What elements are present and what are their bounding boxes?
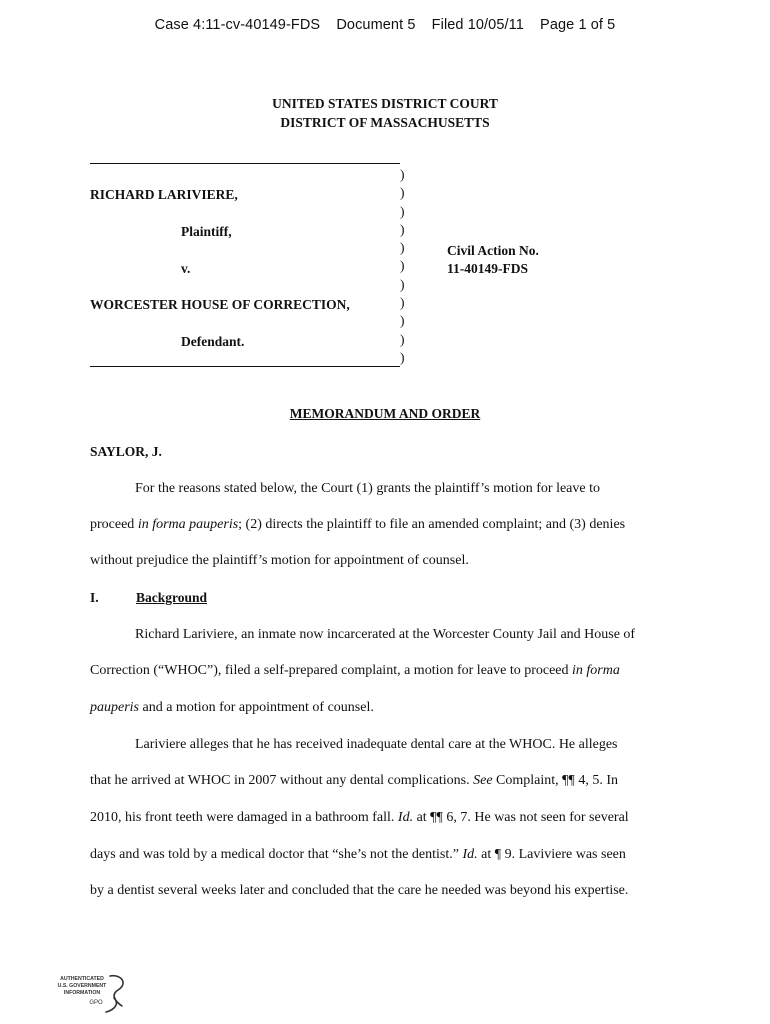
caption-top-rule xyxy=(90,163,400,164)
intro-line-2: proceed in forma pauperis; (2) directs the plaintiff to file an amended complaint; and (3) denies xyxy=(90,517,626,532)
case-number: Case 4:11-cv-40149-FDS xyxy=(154,17,321,33)
paren: ) xyxy=(400,295,405,311)
gpo-mark: GPO xyxy=(89,1000,103,1006)
caption-parentheses xyxy=(400,166,405,367)
plaintiff-name: RICHARD LARIVIERE, xyxy=(90,187,238,202)
paren: ) xyxy=(400,221,405,237)
para2-line-5: by a dentist several weeks later and concluded that the care he needed was beyond his expertise. xyxy=(90,883,629,898)
intro-line-3: without prejudice the plaintiff’s motion for appointment of counsel. xyxy=(90,553,469,568)
section-heading: Background xyxy=(136,590,208,605)
para1-line-3: pauperis and a motion for appointment of counsel. xyxy=(90,700,374,715)
defendant-name: WORCESTER HOUSE OF CORRECTION, xyxy=(90,297,350,312)
eagle-icon xyxy=(106,976,123,1012)
civil-action-label: Civil Action No. xyxy=(447,243,539,258)
gpo-line-2: U.S. GOVERNMENT xyxy=(57,983,107,989)
paren: ) xyxy=(400,313,405,329)
paren: ) xyxy=(400,185,405,201)
para2-line-4: days and was told by a medical doctor that “she’s not the dentist.” Id. at ¶ 9. Laviviere was seen xyxy=(90,847,626,862)
paren: ) xyxy=(400,240,405,256)
gpo-line-3: INFORMATION xyxy=(63,990,101,996)
civil-action-number: 11-40149-FDS xyxy=(447,261,528,276)
document-title: MEMORANDUM AND ORDER xyxy=(289,406,481,421)
para1-line-1: Richard Lariviere, an inmate now incarcerated at the Worcester County Jail and House of xyxy=(135,627,636,642)
plaintiff-role: Plaintiff, xyxy=(181,224,232,239)
page-number: Page 1 of 5 xyxy=(540,17,616,33)
paren: ) xyxy=(400,331,405,347)
document-number: Document 5 xyxy=(336,17,416,33)
ecf-header xyxy=(0,17,770,33)
paren: ) xyxy=(400,276,405,292)
defendant-role: Defendant. xyxy=(181,334,245,349)
versus: v. xyxy=(181,261,191,276)
gpo-authentication-logo xyxy=(44,972,132,1016)
para1-line-2: Correction (“WHOC”), filed a self-prepared complaint, a motion for leave to proceed in forma xyxy=(90,663,620,678)
filed-date: Filed 10/05/11 xyxy=(431,17,524,33)
gpo-line-1: AUTHENTICATED xyxy=(60,976,104,982)
court-heading xyxy=(0,94,770,132)
para2-line-3: 2010, his front teeth were damaged in a bathroom fall. Id. at ¶¶ 6, 7. He was not seen for several xyxy=(90,810,629,825)
court-name: UNITED STATES DISTRICT COURT xyxy=(272,96,498,111)
section-number: I. xyxy=(90,590,99,605)
paren: ) xyxy=(400,203,405,219)
court-district: DISTRICT OF MASSACHUSETTS xyxy=(280,115,490,130)
judge-name: SAYLOR, J. xyxy=(90,444,162,459)
paren: ) xyxy=(400,167,405,182)
paren: ) xyxy=(400,349,405,365)
para2-line-1: Lariviere alleges that he has received inadequate dental care at the WHOC. He alleges xyxy=(135,737,618,752)
para2-line-2: that he arrived at WHOC in 2007 without any dental complications. See Complaint, ¶¶ 4, 5. In xyxy=(90,773,619,788)
paren: ) xyxy=(400,258,405,274)
caption-bottom-rule xyxy=(90,366,400,367)
intro-line-1: For the reasons stated below, the Court (1) grants the plaintiff’s motion for leave to xyxy=(135,481,601,496)
